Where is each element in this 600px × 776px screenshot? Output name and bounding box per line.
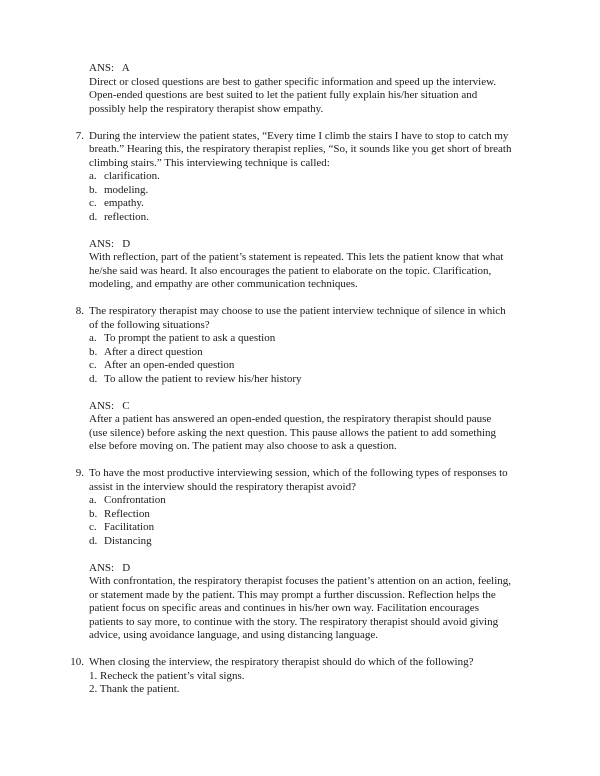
block-spacer xyxy=(70,292,512,306)
option-text: Reflection xyxy=(104,507,150,520)
answer-option[interactable] xyxy=(89,521,512,535)
answer-option[interactable] xyxy=(89,373,512,387)
answer-option[interactable] xyxy=(89,184,512,198)
option-text: After a direct question xyxy=(104,345,203,358)
question-number: 10. xyxy=(70,656,84,668)
answer-line: ANS: C xyxy=(89,399,130,412)
question-text: During the interview the patient states, “Every time I climb the stairs I have to stop to catch my breath.” Hearing this, the respiratory therapist replies, “So, it sounds like you get short of breath climbing stairs.” This interviewing technique is called: xyxy=(89,129,512,169)
answer-explanation: With confrontation, the respiratory therapist focuses the patient’s attention on an action, feeling, or statement made by the patient. This may prompt a further discussion. Reflection helps the patient focus on specific areas and continues in his/her own way. Facilitation encourages patients to say more, to continue with the story. The respiratory therapist should avoid giving advice, using avoidance language, and using distancing language. xyxy=(89,575,512,641)
answer-line: ANS: A xyxy=(89,62,130,74)
answer-explanation: After a patient has answered an open-ended question, the respiratory therapist should pause (use silence) before asking the next question. This pause allows the patient to add something else before moving on. The patient may also choose to ask a question. xyxy=(89,413,497,452)
option-marker: c. xyxy=(89,197,97,209)
question-item xyxy=(70,305,512,386)
block-spacer xyxy=(70,116,512,130)
answer-option[interactable]: 2. Thank the patient. xyxy=(89,683,180,695)
answer-option[interactable] xyxy=(89,508,512,522)
option-marker: b. xyxy=(89,345,98,358)
answer-option[interactable] xyxy=(89,359,512,373)
answer-options xyxy=(89,494,512,548)
answer-option[interactable] xyxy=(89,197,512,211)
option-text: clarification. xyxy=(104,170,160,182)
option-text: After an open-ended question xyxy=(104,359,235,371)
answer-explanation: With reflection, part of the patient’s statement is repeated. This lets the patient know that what he/she said was heard. It also encourages the patient to elaborate on the topic. Clarification, modeling, and empathy are other communication techniques. xyxy=(89,251,504,290)
question-number: 8. xyxy=(75,305,84,317)
block-spacer xyxy=(70,386,512,400)
answer-line: ANS: D xyxy=(89,561,131,574)
answer-option[interactable] xyxy=(89,170,512,184)
option-text: To allow the patient to review his/her history xyxy=(104,372,302,385)
answer-options xyxy=(89,670,512,697)
option-text: modeling. xyxy=(104,183,149,196)
document-content xyxy=(70,62,512,697)
question-number: 7. xyxy=(75,129,84,142)
block-spacer xyxy=(70,643,512,657)
option-marker: d. xyxy=(89,372,98,385)
question-text: The respiratory therapist may choose to use the patient interview technique of silence in which of the following situations? xyxy=(89,305,506,331)
answer-option[interactable] xyxy=(89,535,512,549)
question-item xyxy=(70,130,512,225)
answer-option[interactable] xyxy=(89,332,512,346)
answer-option[interactable]: 1. Recheck the patient’s vital signs. xyxy=(89,669,245,682)
question-text: To have the most productive interviewing session, which of the following types of responses to assist in the interview should the respiratory therapist avoid? xyxy=(89,467,508,493)
option-text: reflection. xyxy=(104,210,149,223)
option-marker: d. xyxy=(89,210,98,223)
option-marker: c. xyxy=(89,521,97,533)
answer-options xyxy=(89,332,512,386)
option-text: To prompt the patient to ask a question xyxy=(104,332,276,344)
answer-option[interactable] xyxy=(89,211,512,225)
answer-options xyxy=(89,170,512,224)
option-marker: b. xyxy=(89,507,98,520)
option-text: Facilitation xyxy=(104,521,155,533)
answer-line: ANS: D xyxy=(89,237,131,250)
answer-block xyxy=(70,238,512,292)
option-text: Distancing xyxy=(104,534,152,547)
answer-block xyxy=(70,562,512,643)
block-spacer xyxy=(70,224,512,238)
option-marker: c. xyxy=(89,359,97,371)
option-marker: d. xyxy=(89,534,98,547)
option-marker: a. xyxy=(89,170,97,182)
answer-block xyxy=(70,400,512,454)
option-marker: b. xyxy=(89,183,98,196)
option-text: Confrontation xyxy=(104,494,166,506)
answer-block xyxy=(70,62,512,116)
block-spacer xyxy=(70,454,512,468)
answer-explanation: Direct or closed questions are best to gather specific information and speed up the interview. Open-ended questions are best suited to let the patient fully explain his/her situation and possibly help the respiratory therapist show empathy. xyxy=(89,75,497,115)
option-marker: a. xyxy=(89,332,97,344)
option-text: empathy. xyxy=(104,197,144,209)
question-text: When closing the interview, the respiratory therapist should do which of the following? xyxy=(89,656,474,668)
question-number: 9. xyxy=(75,467,84,479)
question-item xyxy=(70,467,512,548)
block-spacer xyxy=(70,548,512,562)
question-item xyxy=(70,656,512,697)
answer-option[interactable] xyxy=(89,346,512,360)
answer-option[interactable] xyxy=(89,494,512,508)
option-marker: a. xyxy=(89,494,97,506)
